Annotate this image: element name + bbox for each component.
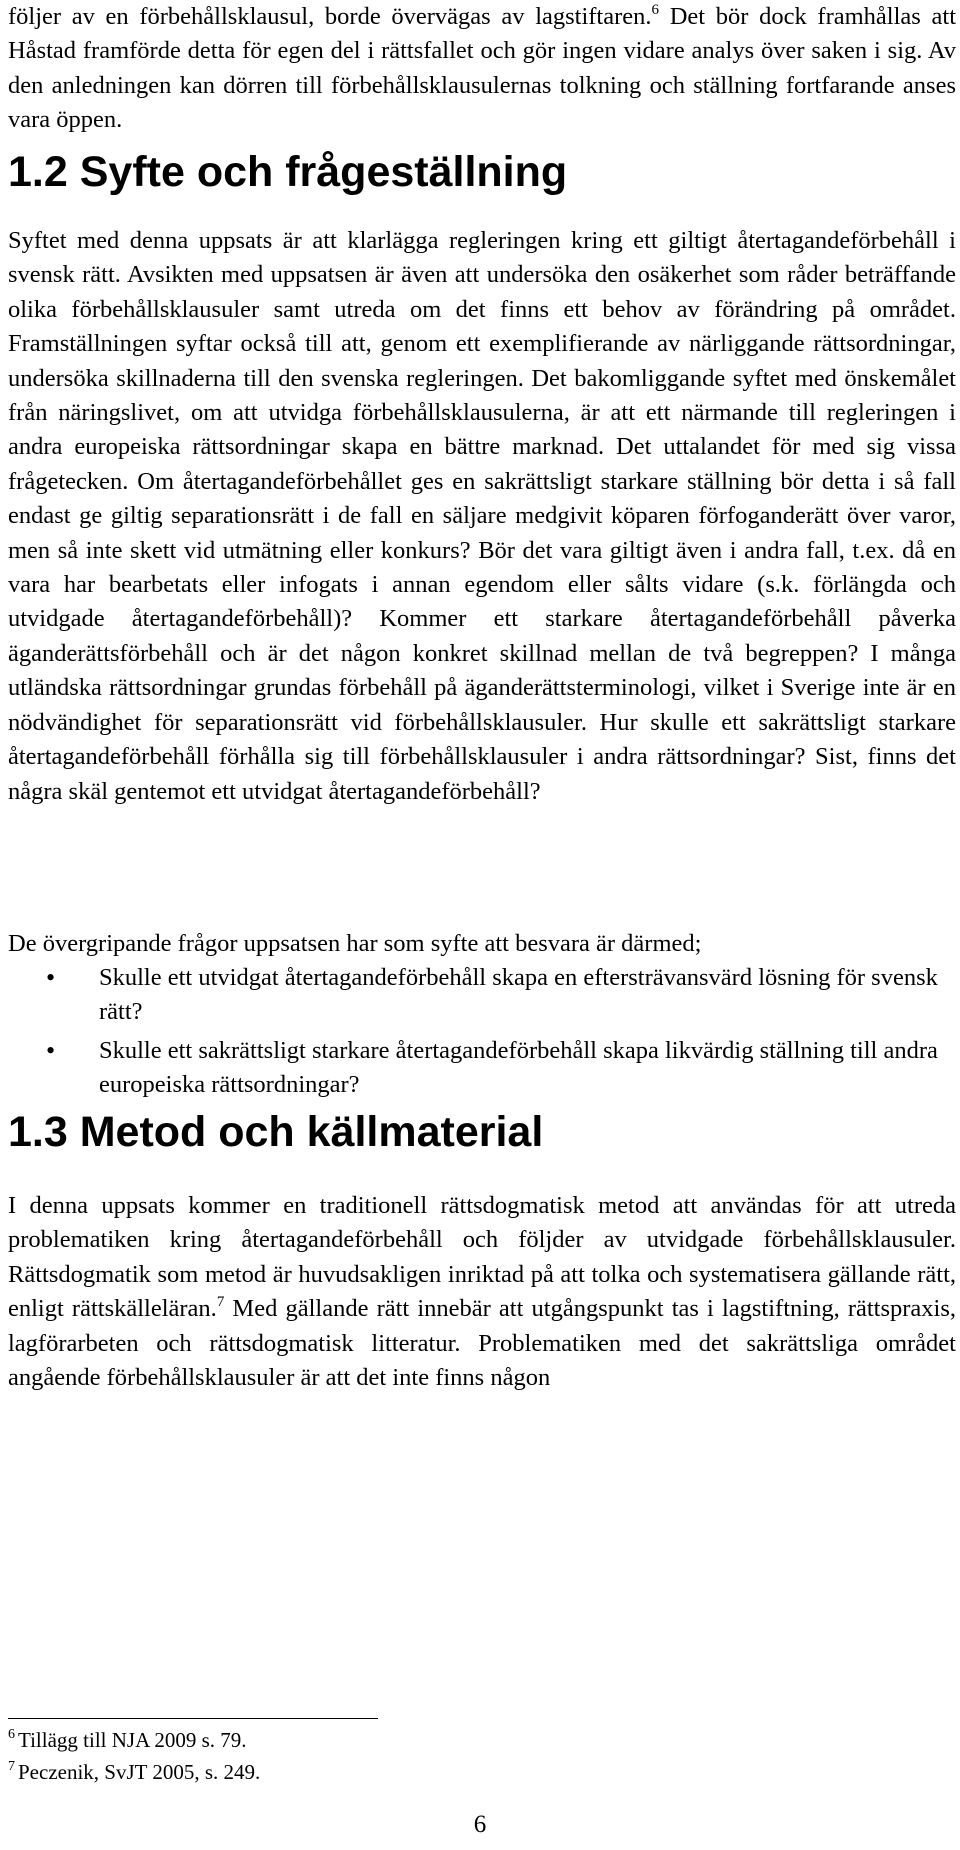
bullet-icon: • bbox=[46, 963, 56, 992]
intro-text-end: Det bör dock framhållas att Håstad framförde detta för egen del i rättsfallet och gör ingen vidare analys över saken i sig. Av den anledningen kan dörren till förbehållsklausulernas tolkning och ställning fortfarande anses vara öppen. bbox=[8, 3, 957, 134]
method-paragraph bbox=[8, 1189, 956, 1395]
questions-intro: De övergripande frågor uppsatsen har som syfte att besvara är därmed; bbox=[8, 930, 702, 957]
section-heading-1-3: 1.3 Metod och källmaterial bbox=[8, 1108, 544, 1156]
footnote-ref-6[interactable]: 6 bbox=[651, 2, 660, 18]
footnote-number: 7 bbox=[8, 1759, 15, 1774]
footnote-7 bbox=[8, 1756, 708, 1788]
research-question-1-text: Skulle ett utvidgat återtagandeförbehåll skapa en eftersträvansvärd lösning för svensk rätt? bbox=[99, 964, 938, 1026]
purpose-paragraph: Syftet med denna uppsats är att klarlägga regleringen kring ett giltigt återtagandeförbehåll i svensk rätt. Avsikten med uppsatsen är även att undersöka den osäkerhet som råder beträffande olika förbehållsklausuler samt utreda om det finns ett behov av förändring på området. Framställningen syftar också till att, genom ett exemplifierande av närliggande rättsordningar, undersöka skillnaderna till den svenska regleringen. Det bakomliggande syftet med önskemålet från näringslivet, om att utvidga förbehållsklausulerna, är att ett närmande till regleringen i andra europeiska rättsordningar skapa en bättre marknad. Det uttalandet för med sig vissa frågetecken. Om återtagandeförbehållet ges en sakrättsligt starkare ställning bör detta i så fall endast ge giltig separationsrätt i de fall en säljare medgivit köparen förfoganderätt över varor, men så inte skett vid utmätning eller konkurs? Bör det vara giltigt även i andra fall, t.ex. då en vara har bearbetats eller infogats i annan egendom eller sålts vidare (s.k. förlängda och utvidgade återtagandeförbehåll)? Kommer ett starkare återtagandeförbehåll påverka äganderättsförbehåll och är det någon konkret skillnad mellan de två begreppen? I många utländska rättsordningar grundas förbehåll på äganderättsterminologi, vilket i Sverige inte är en nödvändighet för separationsrätt vid förbehållsklausuler. Hur skulle ett sakrättsligt starkare återtagandeförbehåll förhålla sig till förbehållsklausuler i andra rättsordningar? Sist, finns det några skäl gentemot ett utvidgat återtagandeförbehåll? bbox=[8, 227, 956, 805]
method-text-end: Med gällande rätt innebär att utgångspunkt tas i lagstiftning, rättspraxis, lagförarbeten och rättsdogmatisk litteratur. Problematiken med det sakrättsliga området angående förbehållsklausuler är att det inte finns någon bbox=[8, 1295, 956, 1392]
research-question-2-text: Skulle ett sakrättsligt starkare återtagandeförbehåll skapa likvärdig ställning till andra europeiska rättsordningar? bbox=[99, 1036, 938, 1099]
footnote-separator bbox=[8, 1718, 378, 1719]
footnote-text: Peczenik, SvJT 2005, s. 249. bbox=[18, 1760, 261, 1784]
intro-paragraph bbox=[8, 0, 956, 138]
section-heading-1-2: 1.2 Syfte och frågeställning bbox=[8, 148, 568, 196]
footnotes bbox=[8, 1724, 708, 1788]
bullet-icon: • bbox=[46, 1035, 56, 1065]
intro-text-start: följer av en förbehållsklausul, borde övervägas av lagstiftaren. bbox=[8, 3, 652, 30]
footnote-6 bbox=[8, 1724, 708, 1756]
method-text-start: I denna uppsats kommer en traditionell rättsdogmatisk metod att användas för att utreda problematiken kring återtagandeförbehåll och följder av utvidgade förbehållsklausuler. Rättsdogmatik som metod är huvudsakligen inriktad på att tolka och systematisera gällande rätt, enligt rättskälleläran. bbox=[8, 1192, 956, 1323]
footnote-number: 6 bbox=[8, 1727, 15, 1742]
research-questions-list bbox=[0, 961, 948, 1107]
footnote-text: Tillägg till NJA 2009 s. 79. bbox=[18, 1728, 247, 1752]
research-question-2 bbox=[0, 1034, 948, 1103]
research-question-1 bbox=[0, 961, 948, 1030]
page-number: 6 bbox=[473, 1811, 487, 1838]
footnote-ref-7[interactable]: 7 bbox=[216, 1294, 225, 1311]
